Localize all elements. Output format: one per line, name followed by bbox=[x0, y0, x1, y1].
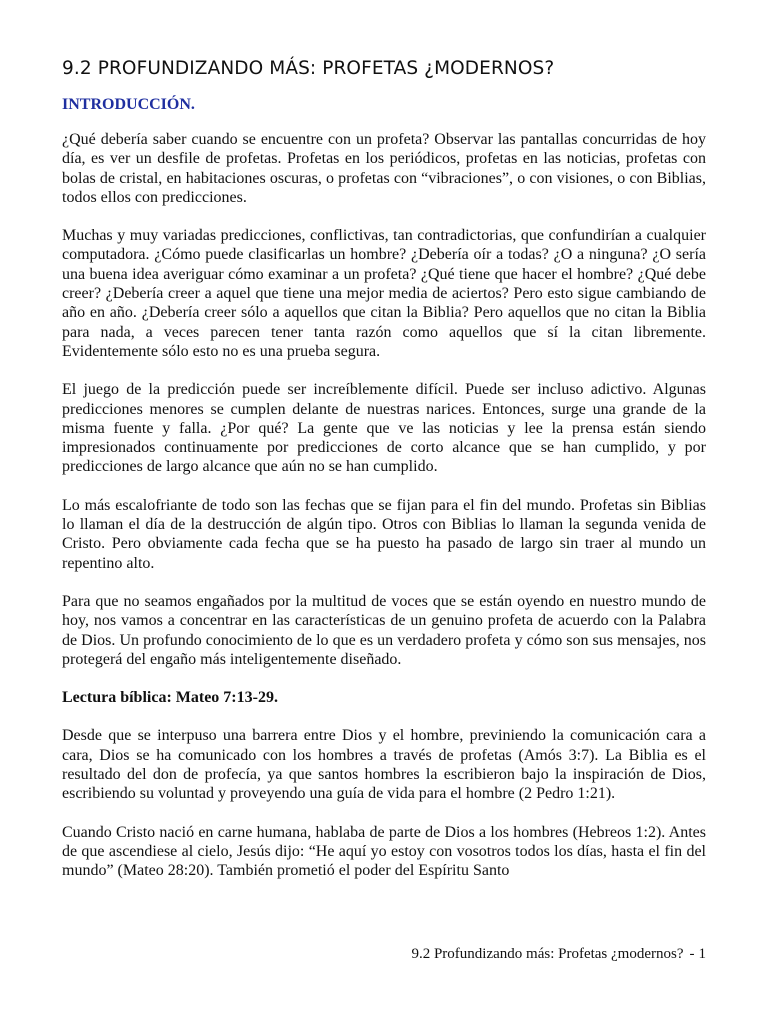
paragraph-4: Lo más escalofriante de todo son las fechas que se fijan para el fin del mundo. Profetas sin Biblias lo llaman el día de la destrucción de algún tipo. Otros con Biblias lo llaman la segunda venida de Cristo. Pero obviamente cada fecha que se ha puesto ha pasado de largo sin traer al mundo un repentino alto. bbox=[62, 496, 706, 572]
page-footer bbox=[411, 946, 706, 963]
section-heading-introduccion: INTRODUCCIÓN. bbox=[62, 96, 195, 113]
paragraph-2: Muchas y muy variadas predicciones, conflictivas, tan contradictorias, que confundirían a cualquier computadora. ¿Cómo puede clasificarlas un hombre? ¿Debería oír a todas? ¿O a ninguna? ¿O sería una buena idea averiguar cómo examinar a un profeta? ¿Qué tiene que hacer el hombre? ¿Qué debe creer? ¿Debería creer a aquel que tiene una mejor media de aciertos? Pero esto sigue cambiando de año en año. ¿Debería creer sólo a aquellos que citan la Biblia? Pero aquellos que no citan la Biblia para nada, a veces parecen tener tanta razón como aquellos que sí la citan libremente. Evidentemente sólo esto no es una prueba segura. bbox=[62, 227, 706, 360]
page-number: 1 bbox=[698, 946, 706, 962]
footer-separator: - bbox=[689, 946, 695, 962]
paragraph-7: Cuando Cristo nació en carne humana, hablaba de parte de Dios a los hombres (Hebreos 1:2). Antes de que ascendiese al cielo, Jesús dijo: “He aquí yo estoy con vosotros todos los días, hasta el fin del mundo” (Mateo 28:20). También prometió el poder del Espíritu Santo bbox=[62, 823, 706, 880]
page-content bbox=[62, 57, 706, 900]
page-title: 9.2 PROFUNDIZANDO MÁS: PROFETAS ¿MODERNOS? bbox=[62, 58, 555, 79]
paragraph-6: Desde que se interpuso una barrera entre Dios y el hombre, previniendo la comunicación cara a cara, Dios se ha comunicado con los hombres a través de profetas (Amós 3:7). La Biblia es el resultado del don de profecía, ya que santos hombres la escribieron bajo la inspiración de Dios, escribiendo su voluntad y proveyendo una guía de vida para el hombre (2 Pedro 1:21). bbox=[62, 727, 706, 803]
bible-reading-reference: Lectura bíblica: Mateo 7:13-29. bbox=[62, 689, 278, 707]
footer-title: 9.2 Profundizando más: Profetas ¿modernos? bbox=[411, 946, 684, 962]
paragraph-5: Para que no seamos engañados por la multitud de voces que se están oyendo en nuestro mundo de hoy, nos vamos a concentrar en las características de un genuino profeta de acuerdo con la Palabra de Dios. Un profundo conocimiento de lo que es un verdadero profeta y cómo son sus mensajes, nos protegerá del engaño más inteligentemente diseñado. bbox=[62, 592, 706, 668]
paragraph-3: El juego de la predicción puede ser increíblemente difícil. Puede ser incluso adictivo. Algunas predicciones menores se cumplen delante de nuestras narices. Entonces, surge una grande de la misma fuente y falla. ¿Por qué? La gente que ve las noticias y lee la prensa están siendo impresionados continuamente por predicciones de corto alcance que se han cumplido, y por predicciones de largo alcance que aún no se han cumplido. bbox=[62, 381, 706, 476]
paragraph-1: ¿Qué debería saber cuando se encuentre con un profeta? Observar las pantallas concurridas de hoy día, es ver un desfile de profetas. Profetas en los periódicos, profetas en las noticias, profetas con bolas de cristal, en habitaciones oscuras, o profetas con “vibraciones”, o con visiones, o con Biblias, todos ellos con predicciones. bbox=[62, 131, 706, 206]
